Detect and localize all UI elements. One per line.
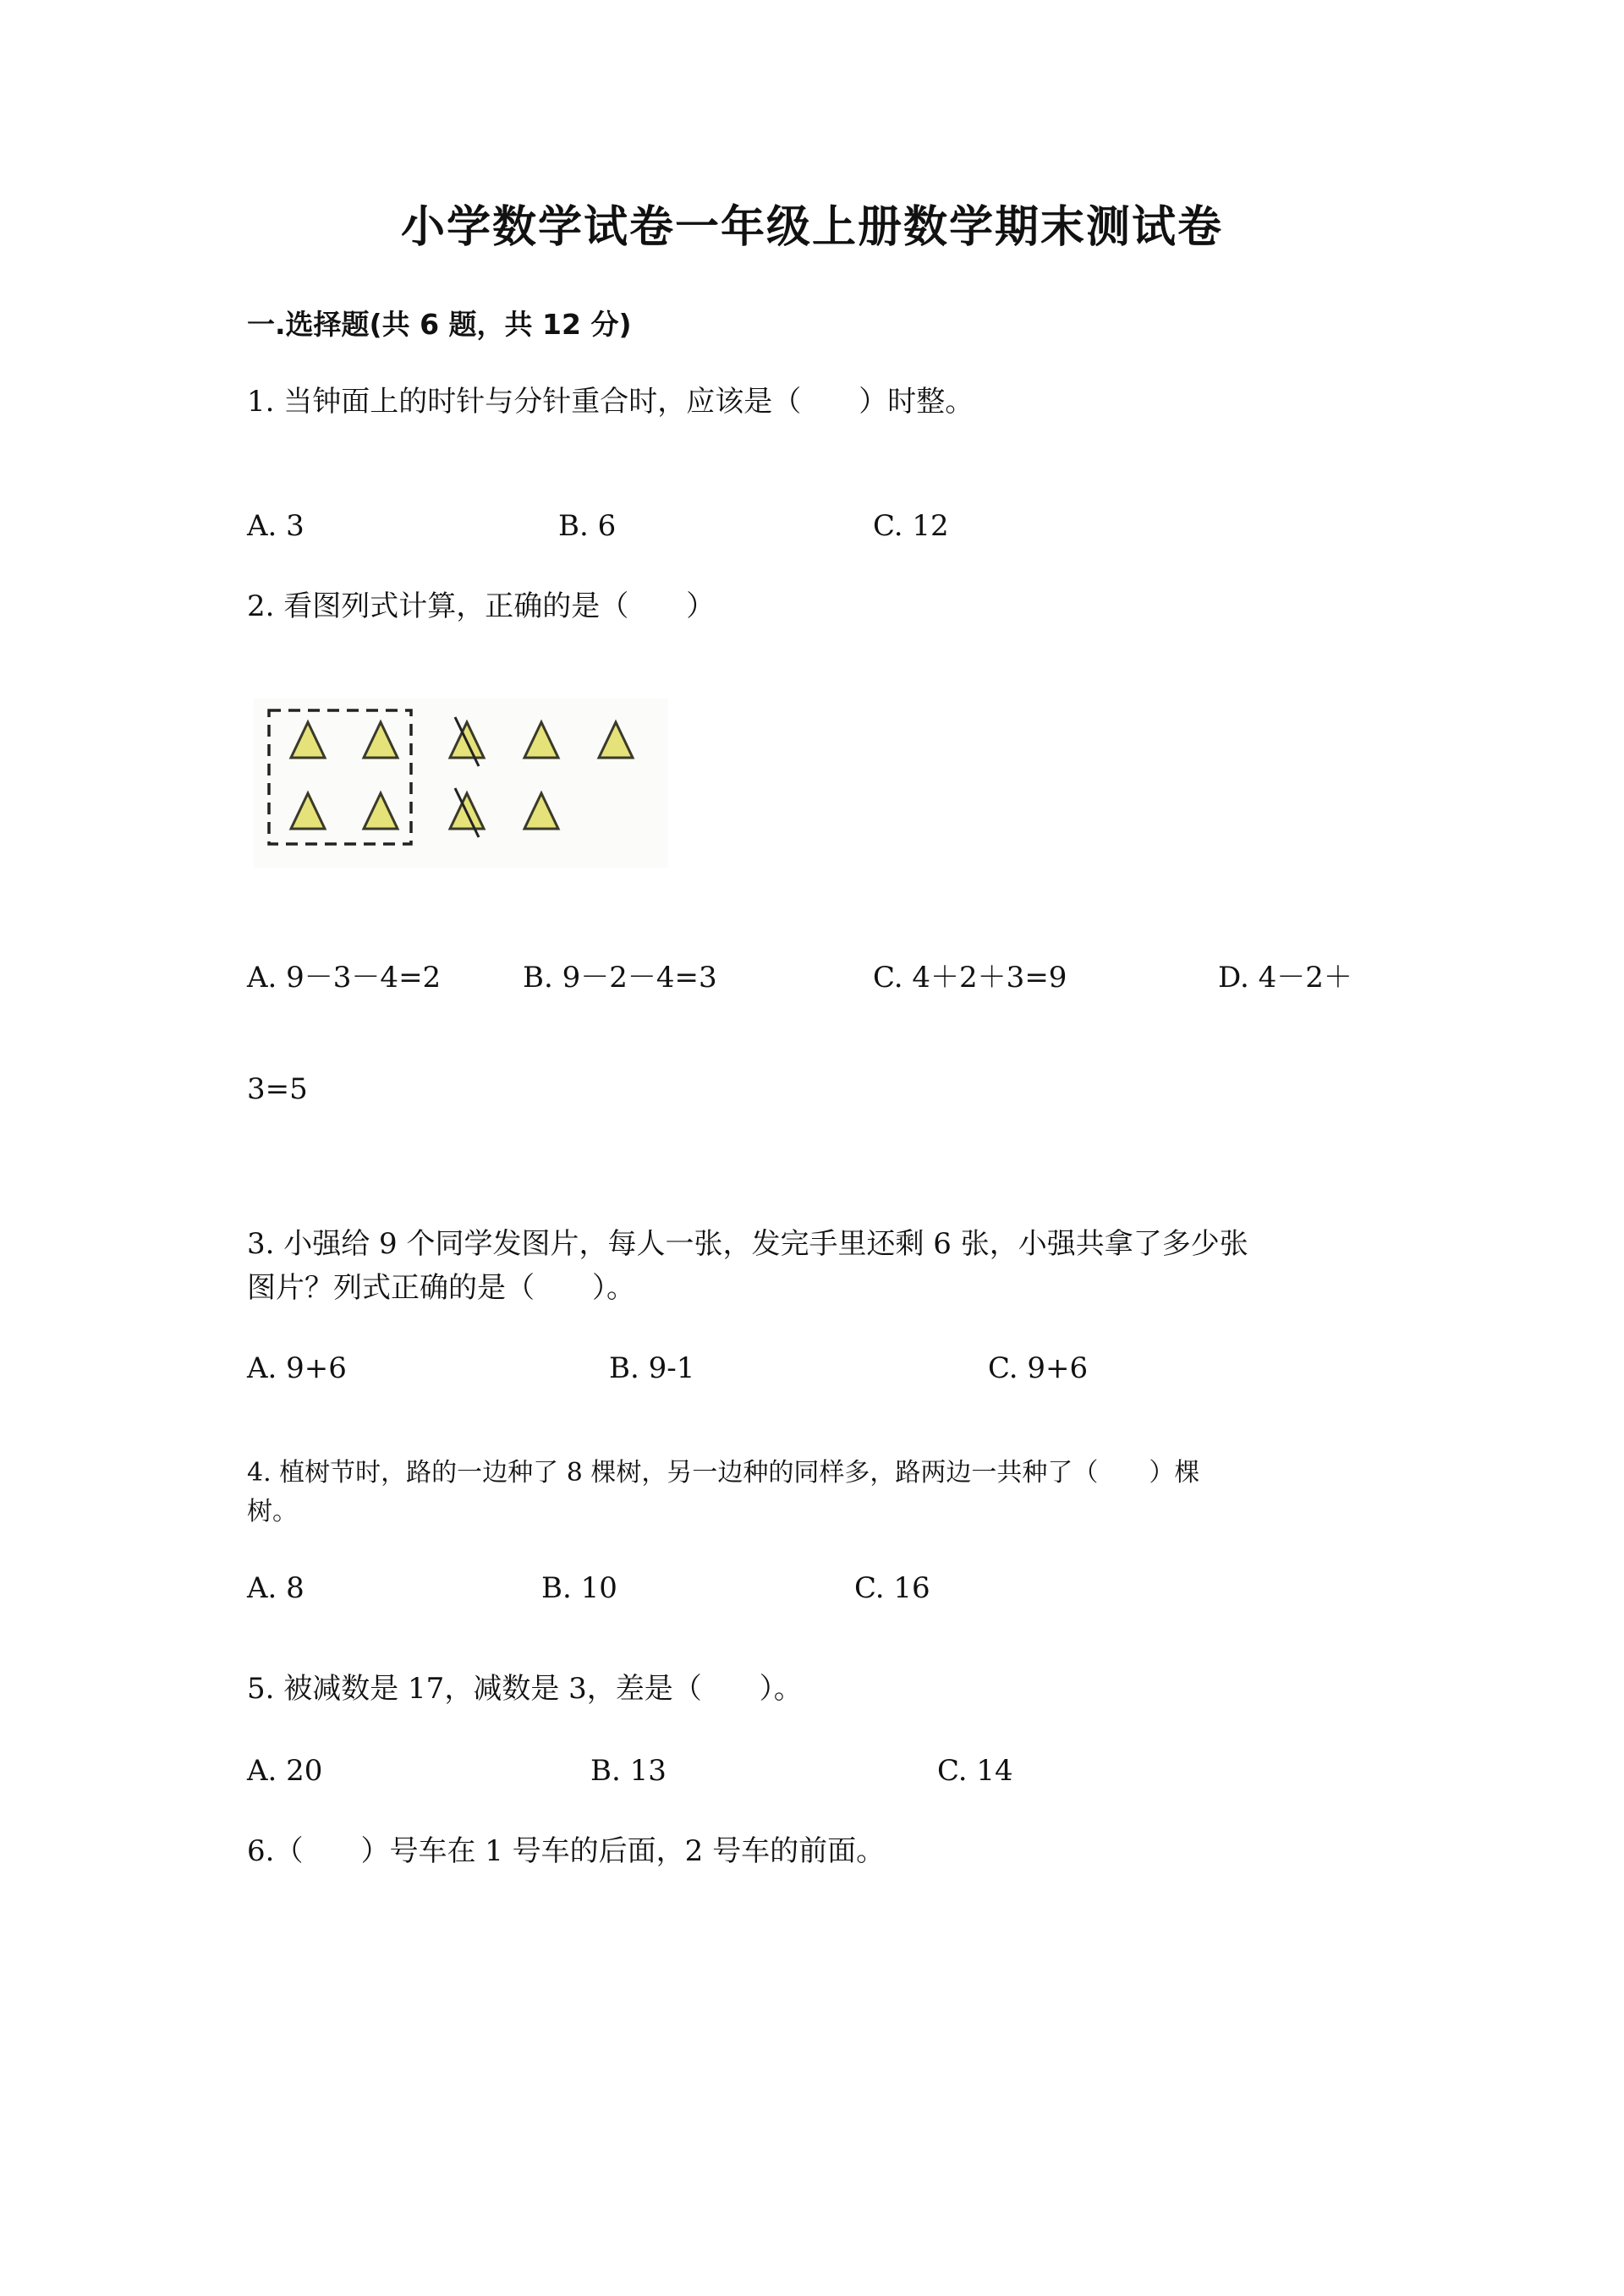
question-5-option-c[interactable]: C. 14 — [937, 1754, 1013, 1788]
question-5-stem: 5. 被减数是 17，减数是 3，差是（ ）。 — [247, 1672, 803, 1706]
question-4-option-c[interactable]: C. 16 — [854, 1571, 930, 1605]
question-2-stem: 2. 看图列式计算，正确的是（ ） — [247, 589, 716, 623]
question-3-option-a[interactable]: A. 9+6 — [247, 1351, 347, 1385]
question-3-option-c[interactable]: C. 9+6 — [988, 1351, 1089, 1385]
question-4-stem-line1: 4. 植树节时，路的一边种了 8 棵树，另一边种的同样多，路两边一共种了（ ）棵 — [247, 1458, 1200, 1488]
triangle-figure-svg — [254, 699, 668, 868]
question-3-stem-line2: 图片？列式正确的是（ ）。 — [247, 1271, 635, 1305]
section-heading: 一.选择题(共 6 题，共 12 分) — [247, 308, 632, 341]
question-1-option-a[interactable]: A. 3 — [247, 509, 304, 543]
question-2-option-d-continuation: 3=5 — [247, 1072, 308, 1106]
question-1-option-c[interactable]: C. 12 — [873, 509, 949, 543]
question-5-option-b[interactable]: B. 13 — [590, 1754, 667, 1788]
question-2-option-b[interactable]: B. 9－2－4=3 — [523, 961, 717, 995]
question-6-stem: 6.（ ）号车在 1 号车的后面，2 号车的前面。 — [247, 1834, 886, 1868]
question-1-stem: 1. 当钟面上的时针与分针重合时，应该是（ ）时整。 — [247, 385, 974, 419]
question-4-option-a[interactable]: A. 8 — [247, 1571, 304, 1605]
question-3-stem-line1: 3. 小强给 9 个同学发图片，每人一张，发完手里还剩 6 张，小强共拿了多少张 — [247, 1227, 1248, 1261]
question-2-option-a[interactable]: A. 9－3－4=2 — [247, 961, 442, 995]
question-2-option-d[interactable]: D. 4－2＋ — [1218, 961, 1352, 995]
question-4-stem-line2: 树。 — [247, 1497, 298, 1526]
question-1-option-b[interactable]: B. 6 — [558, 509, 617, 543]
question-2-option-c[interactable]: C. 4＋2＋3=9 — [873, 961, 1067, 995]
question-3-option-b[interactable]: B. 9-1 — [609, 1351, 695, 1385]
triangle-figure — [254, 699, 668, 868]
question-4-option-b[interactable]: B. 10 — [541, 1571, 617, 1605]
page-title: 小学数学试卷一年级上册数学期末测试卷 — [400, 202, 1223, 253]
figure-background — [254, 699, 668, 868]
question-5-option-a[interactable]: A. 20 — [247, 1754, 323, 1788]
